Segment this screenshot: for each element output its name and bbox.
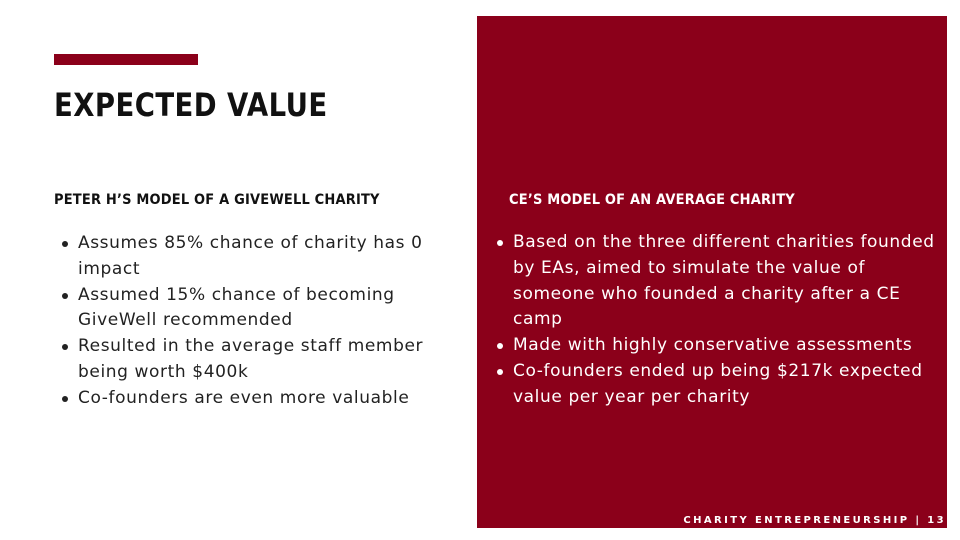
list-item: Resulted in the average staff member being worth $400k: [54, 334, 454, 386]
left-column-heading: PETER H’S MODEL OF A GIVEWELL CHARITY: [54, 192, 380, 208]
left-bullet-list: [54, 231, 454, 412]
list-item: Based on the three different charities founded by EAs, aimed to simulate the value of someone who founded a charity after a CE camp: [489, 230, 939, 333]
title-accent-bar: [54, 54, 198, 65]
slide-title: EXPECTED VALUE: [54, 86, 328, 124]
list-item: Assumes 85% chance of charity has 0 impact: [54, 231, 454, 283]
slide-footer: CHARITY ENTREPRENEURSHIP | 13: [683, 515, 946, 526]
right-bullet-list: [489, 230, 939, 411]
right-column-heading: CE’S MODEL OF AN AVERAGE CHARITY: [509, 192, 795, 208]
list-item: Co-founders are even more valuable: [54, 386, 454, 412]
list-item: Co-founders ended up being $217k expected value per year per charity: [489, 359, 939, 411]
list-item: Assumed 15% chance of becoming GiveWell recommended: [54, 283, 454, 335]
list-item: Made with highly conservative assessments: [489, 333, 939, 359]
